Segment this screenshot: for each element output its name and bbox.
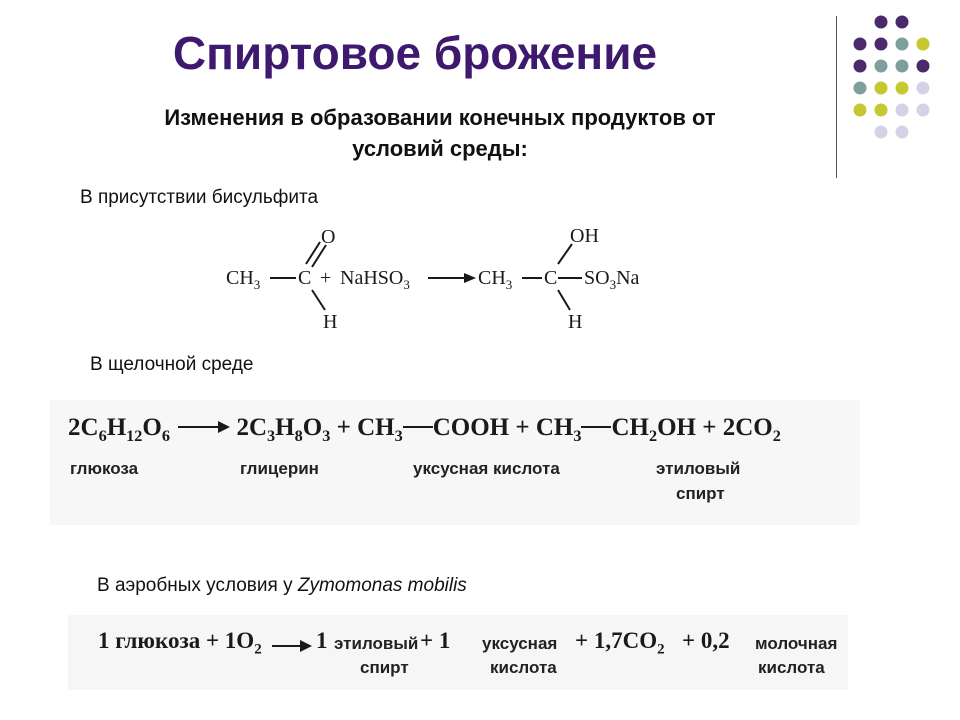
aerobic-ethanol-line1: этиловый <box>334 634 419 653</box>
decorative-dot <box>875 16 888 29</box>
decorative-dot <box>896 104 909 117</box>
aerobic-eq-coef-ethanol: 1 <box>316 628 328 653</box>
aerobic-eq-part-1: 1 глюкоза + $1O_2$ <box>98 628 262 658</box>
aerobic-label-prefix: В аэробных условия у <box>97 575 298 596</box>
eq1-ch3-left: $CH_3$ <box>226 267 261 292</box>
aerobic-ethanol-line2: спирт <box>360 658 409 677</box>
eq1-arrow-head <box>464 273 476 283</box>
decorative-dot <box>917 82 930 95</box>
decorative-dot <box>854 38 867 51</box>
caption-glycerin: глицерин <box>240 459 319 478</box>
aerobic-lactic-line1: молочная <box>755 634 838 653</box>
eq1-hydrogen-right: H <box>568 311 583 333</box>
eq1-hydroxyl: OH <box>570 225 599 247</box>
aerobic-eq-plus3: + 0,2 <box>682 628 730 653</box>
decorative-dot <box>917 104 930 117</box>
decorative-dot <box>896 126 909 139</box>
decorative-dot <box>875 104 888 117</box>
aerobic-label-organism: Zymomonas mobilis <box>297 575 467 596</box>
slide-title: Спиртовое брожение <box>172 27 658 79</box>
subtitle-line-1: Изменения в образовании конечных продуктов от <box>164 105 716 130</box>
eq2-bond-1 <box>403 426 433 428</box>
aerobic-acetic-line1: уксусная <box>482 634 558 653</box>
caption-ethanol-line2: спирт <box>676 484 725 503</box>
decorative-dot <box>875 38 888 51</box>
decorative-dot <box>875 126 888 139</box>
eq1-bond-oh <box>558 244 572 264</box>
eq2-arrow-1 <box>178 426 228 428</box>
eq1-bond-h-left <box>312 290 325 310</box>
decorative-dot <box>896 60 909 73</box>
aerobic-lactic-line2: кислота <box>758 658 825 677</box>
eq1-hydrogen-left: H <box>323 311 338 333</box>
alkaline-reaction-equation: $2C_6H_{12}O_6$ $2C_3H_8O_3 + CH_3$ COOH + $CH_3$ $CH_2OH + 2CO_2$ <box>68 414 781 445</box>
section-alkaline-label: В щелочной среде <box>90 354 254 375</box>
aerobic-eq-co2: + $1,7CO_2$ <box>575 628 665 658</box>
bisulfite-reaction-equation <box>220 222 660 334</box>
eq1-double-bond-b <box>312 245 326 267</box>
decorative-dot-grid <box>852 14 952 174</box>
eq1-carbon-left: C <box>298 267 312 289</box>
decorative-dot <box>854 104 867 117</box>
decorative-dot <box>917 60 930 73</box>
divider-line <box>836 16 837 178</box>
aerobic-eq-plus1: + 1 <box>420 628 451 653</box>
decorative-dot <box>854 60 867 73</box>
eq1-so3na: $SO_3Na$ <box>584 267 640 292</box>
section-aerobic-label <box>97 575 467 597</box>
aerobic-eq-arrow <box>272 645 308 647</box>
eq1-bond-h-right <box>558 290 570 310</box>
decorative-dot <box>917 38 930 51</box>
eq2-bond-2 <box>581 426 611 428</box>
eq1-ch3-right: $CH_3$ <box>478 267 513 292</box>
decorative-dot <box>875 60 888 73</box>
decorative-dot <box>896 82 909 95</box>
aerobic-acetic-line2: кислота <box>490 658 557 677</box>
slide-subtitle <box>80 102 800 164</box>
decorative-dot <box>854 82 867 95</box>
eq1-plus: + <box>320 267 332 289</box>
decorative-dot <box>896 16 909 29</box>
decorative-dot <box>875 82 888 95</box>
caption-acetic-acid: уксусная кислота <box>413 459 560 478</box>
section-bisulfite-label: В присутствии бисульфита <box>80 187 319 208</box>
subtitle-line-2: условий среды: <box>352 136 528 161</box>
eq1-nahso3: NaHSO$_3$ <box>340 267 410 292</box>
eq1-double-bond-a <box>306 242 320 264</box>
caption-glucose: глюкоза <box>70 459 139 478</box>
caption-ethanol-line1: этиловый <box>656 459 741 478</box>
eq1-carbon-right: C <box>544 267 558 289</box>
decorative-dot <box>896 38 909 51</box>
eq1-oxygen: O <box>321 226 336 248</box>
